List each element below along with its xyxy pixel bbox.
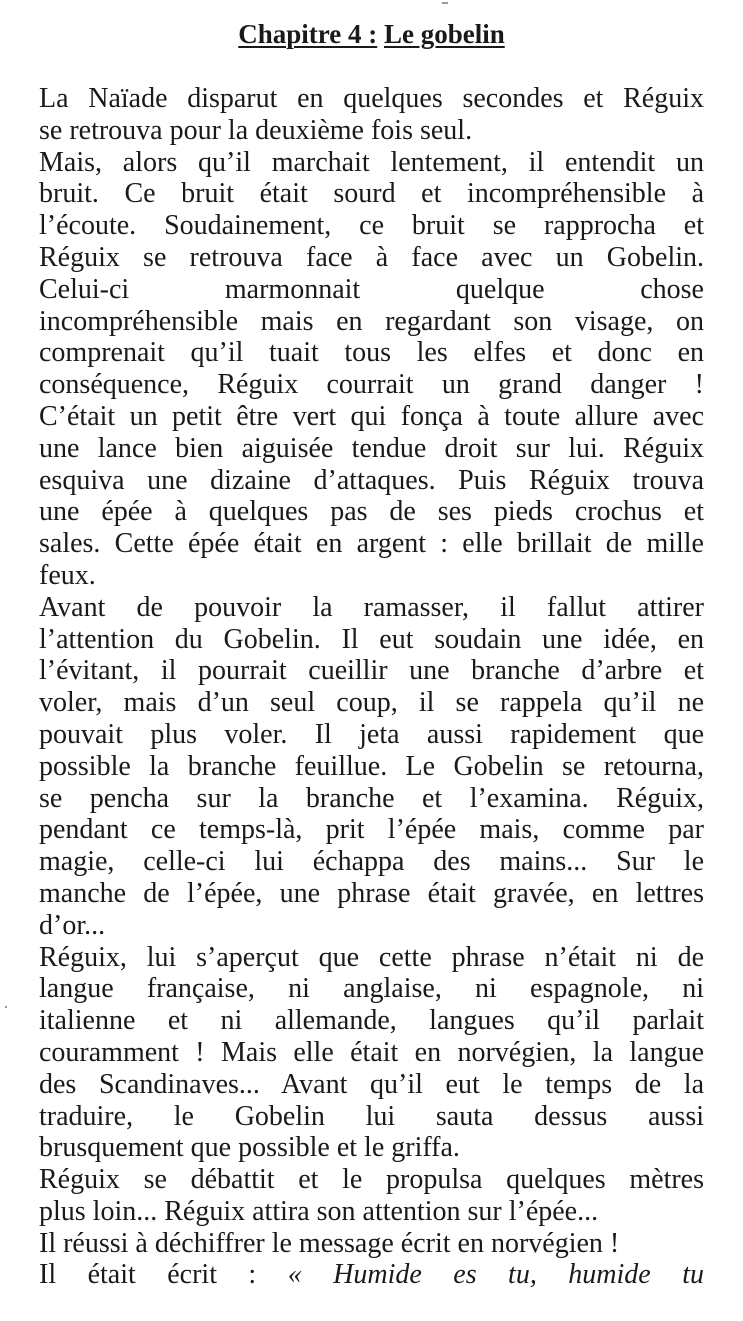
text-line: incompréhensible mais en regardant son visage, on [39,305,704,337]
text-line: conséquence, Réguix courrait un grand danger ! [39,369,704,401]
text-line: La Naïade disparut en quelques secondes et Réguix [39,83,704,114]
chapter-title [0,18,743,50]
text-line: italienne et ni allemande, langues qu’il parlait [39,1005,704,1037]
text-line: voler, mais d’un seul coup, il se rappela qu’il ne [39,687,704,719]
scan-speck [442,2,448,4]
text-line: l’attention du Gobelin. Il eut soudain une idée, en [39,623,704,655]
text-line: couramment ! Mais elle était en norvégien, la langue [39,1036,704,1068]
chapter-name: Le gobelin [383,19,505,49]
text-line: comprenait qu’il tuait tous les elfes et donc en [39,337,704,369]
text-line: Celui-ci marmonnait quelque chose [39,273,704,305]
text-line: bruit. Ce bruit était sourd et incompréhensible à [39,178,704,210]
text-line: pouvait plus voler. Il jeta aussi rapidement que [39,718,704,750]
text-line: C’était un petit être vert qui fonça à toute allure avec [39,400,704,432]
text-line: l’évitant, il pourrait cueillir une branche d’arbre et [39,655,704,687]
text-line: une lance bien aiguisée tendue droit sur lui. Réguix [39,432,704,464]
text-line: Avant de pouvoir la ramasser, il fallut attirer [39,591,704,623]
text-line: pendant ce temps-là, prit l’épée mais, comme par [39,814,704,846]
story-text [39,83,704,1291]
text-line: magie, celle-ci lui échappa des mains... Sur le [39,846,704,878]
text-line: Réguix, lui s’aperçut que cette phrase n’était ni de [39,941,704,973]
text-line: manche de l’épée, une phrase était gravée, en lettres [39,877,704,909]
text-line: se retrouva pour la deuxième fois seul. [39,114,473,146]
text-line: se pencha sur la branche et l’examina. Réguix, [39,782,704,814]
text-line: brusquement que possible et le griffa. [39,1132,460,1164]
text-line: possible la branche feuillue. Le Gobelin se retourna, [39,750,704,782]
text-line: feux. [39,559,96,591]
text-line: plus loin... Réguix attira son attention sur l’épée... [39,1195,599,1227]
text-line: esquiva une dizaine d’attaques. Puis Réguix trouva [39,464,704,496]
text-line: d’or... [39,909,106,941]
scan-speck [5,1006,7,1008]
text-line: Il réussi à déchiffrer le message écrit en norvégien ! [39,1227,620,1259]
final-line-quote: « Humide es tu, humide tu [287,1259,704,1291]
text-line: Mais, alors qu’il marchait lentement, il entendit un [39,146,704,178]
final-line-prefix: Il était écrit : [39,1259,257,1291]
text-line: Réguix se débattit et le propulsa quelques mètres [39,1164,704,1196]
text-line: des Scandinaves... Avant qu’il eut le temps de la [39,1068,704,1100]
text-line: une épée à quelques pas de ses pieds crochus et [39,496,704,528]
text-line: langue française, ni anglaise, ni espagnole, ni [39,973,704,1005]
text-line: l’écoute. Soudainement, ce bruit se rapprocha et [39,210,704,242]
chapter-label: Chapitre 4 : [238,19,378,49]
text-line: sales. Cette épée était en argent : elle brillait de mille [39,528,704,560]
text-line: Réguix se retrouva face à face avec un Gobelin. [39,241,704,273]
text-line: traduire, le Gobelin lui sauta dessus aussi [39,1100,704,1132]
final-line [39,1259,704,1291]
